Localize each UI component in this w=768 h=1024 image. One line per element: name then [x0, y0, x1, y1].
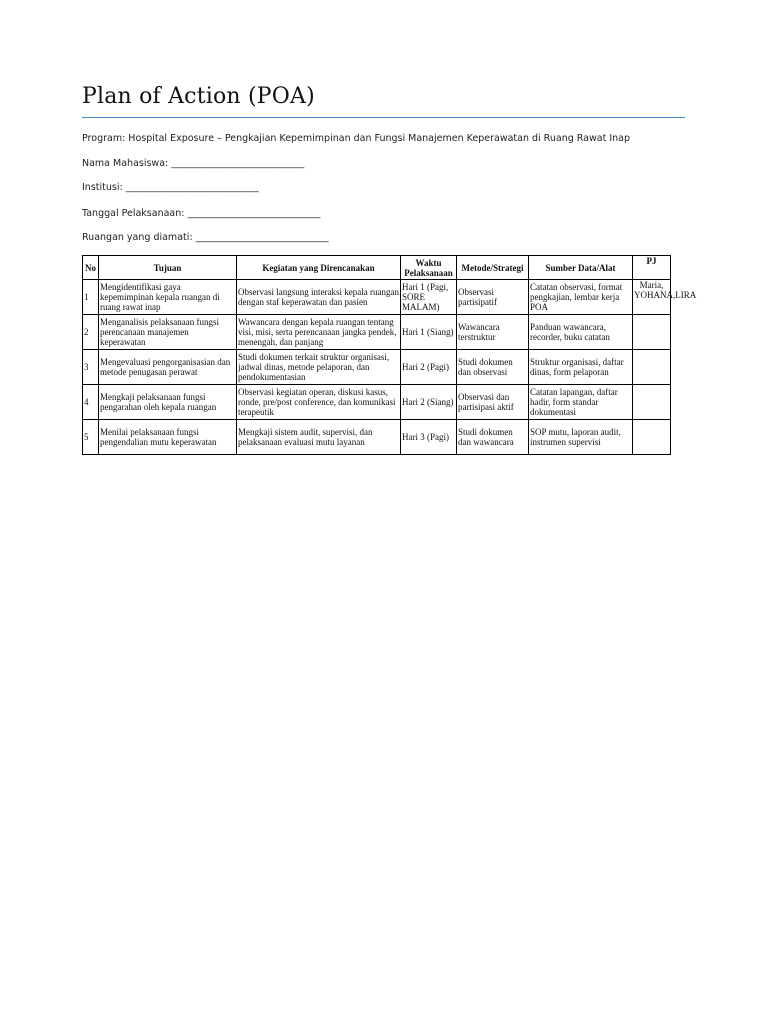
cell-pj: [633, 385, 671, 420]
cell-tujuan: Mengidentifikasi gaya kepemimpinan kepala ruangan di ruang rawat inap: [99, 280, 237, 315]
cell-kegiatan: Wawancara dengan kepala ruangan tentang visi, misi, serta perencanaan jangka pendek, menengah, dan panjang: [237, 315, 401, 350]
cell-metode: Observasi partisipatif: [457, 280, 529, 315]
header-kegiatan: Kegiatan yang Direncanakan: [237, 256, 401, 280]
table-row: [83, 315, 671, 350]
cell-tujuan: Menilai pelaksanaan fungsi pengendalian mutu keperawatan: [99, 420, 237, 455]
cell-metode: Wawancara terstruktur: [457, 315, 529, 350]
cell-sumber: SOP mutu, laporan audit, instrumen supervisi: [529, 420, 633, 455]
cell-waktu: Hari 2 (Pagi): [401, 350, 457, 385]
table-row: [83, 280, 671, 315]
nama-mahasiswa-field: Nama Mahasiswa: ____________________________: [82, 158, 305, 169]
cell-tujuan: Mengevaluasi pengorganisasian dan metode penugasan perawat: [99, 350, 237, 385]
cell-no: 3: [83, 350, 99, 385]
cell-kegiatan: Observasi langsung interaksi kepala ruangan dengan staf keperawatan dan pasien: [237, 280, 401, 315]
tanggal-pelaksanaan-field: Tanggal Pelaksanaan: ____________________________: [82, 208, 321, 219]
cell-kegiatan: Mengkaji sistem audit, supervisi, dan pelaksanaan evaluasi mutu layanan: [237, 420, 401, 455]
cell-no: 5: [83, 420, 99, 455]
cell-kegiatan: Observasi kegiatan operan, diskusi kasus, ronde, pre/post conference, dan komunikasi terapeutik: [237, 385, 401, 420]
institusi-field: Institusi: ____________________________: [82, 182, 259, 193]
cell-no: 4: [83, 385, 99, 420]
header-metode: Metode/Strategi: [457, 256, 529, 280]
page-title: Plan of Action (POA): [82, 84, 315, 109]
title-underline: [82, 117, 685, 118]
cell-pj: [633, 315, 671, 350]
header-sumber: Sumber Data/Alat: [529, 256, 633, 280]
cell-sumber: Panduan wawancara, recorder, buku catatan: [529, 315, 633, 350]
cell-waktu: Hari 3 (Pagi): [401, 420, 457, 455]
cell-waktu: Hari 1 (Pagi, SORE MALAM): [401, 280, 457, 315]
cell-metode: Observasi dan partisipasi aktif: [457, 385, 529, 420]
cell-sumber: Struktur organisasi, daftar dinas, form pelaporan: [529, 350, 633, 385]
cell-tujuan: Menganalisis pelaksanaan fungsi perencanaan manajemen keperawatan: [99, 315, 237, 350]
poa-table: [82, 255, 697, 455]
table-row: [83, 420, 671, 455]
cell-pj: [633, 350, 671, 385]
table-row: [83, 350, 671, 385]
cell-sumber: Catatan lapangan, daftar hadir, form standar dokumentasi: [529, 385, 633, 420]
header-no: No: [83, 256, 99, 280]
cell-pj: Maria, YOHANA,LIRA: [633, 280, 671, 315]
ruangan-field: Ruangan yang diamati: ____________________________: [82, 232, 329, 243]
header-tujuan: Tujuan: [99, 256, 237, 280]
cell-tujuan: Mengkaji pelaksanaan fungsi pengarahan oleh kepala ruangan: [99, 385, 237, 420]
cell-no: 2: [83, 315, 99, 350]
cell-kegiatan: Studi dokumen terkait struktur organisasi, jadwal dinas, metode pelaporan, dan pendokumentasian: [237, 350, 401, 385]
table-header-row: [83, 256, 671, 280]
header-pj: PJ: [633, 256, 671, 280]
cell-waktu: Hari 2 (Siang): [401, 385, 457, 420]
table-row: [83, 385, 671, 420]
cell-pj: [633, 420, 671, 455]
program-line: Program: Hospital Exposure – Pengkajian Kepemimpinan dan Fungsi Manajemen Keperawatan di Ruang Rawat Inap: [82, 133, 630, 144]
cell-metode: Studi dokumen dan wawancara: [457, 420, 529, 455]
header-waktu: Waktu Pelaksanaan: [401, 256, 457, 280]
cell-sumber: Catatan observasi, format pengkajian, lembar kerja POA: [529, 280, 633, 315]
cell-waktu: Hari 1 (Siang): [401, 315, 457, 350]
cell-metode: Studi dokumen dan observasi: [457, 350, 529, 385]
cell-no: 1: [83, 280, 99, 315]
